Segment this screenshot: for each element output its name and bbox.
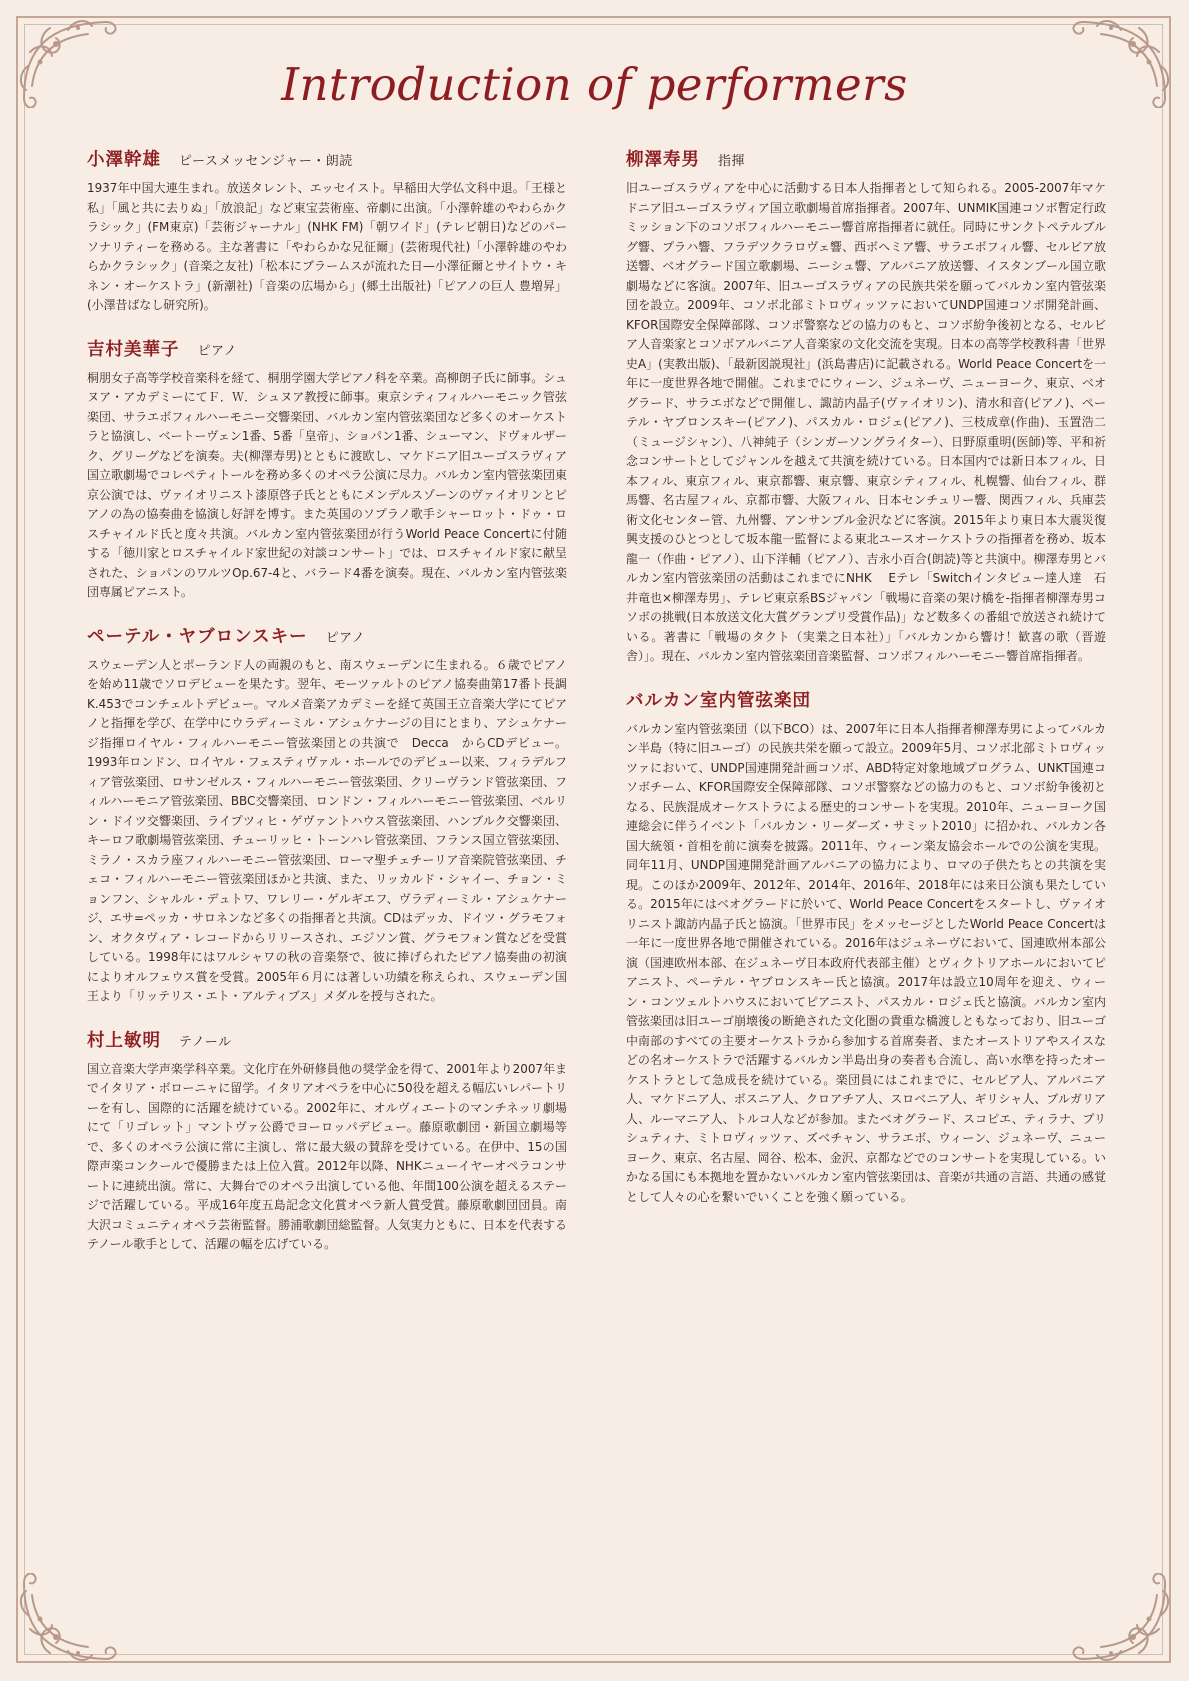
performer-heading (87, 623, 567, 648)
performer-role: テノール (179, 1034, 232, 1050)
orchestra-name: バルカン室内管弦楽団 (626, 690, 811, 711)
performer-heading (87, 336, 567, 361)
performer-section (626, 146, 1106, 667)
performer-section (87, 623, 567, 1007)
performer-role: ピアノ (325, 630, 366, 646)
performer-name: 吉村美華子 (87, 339, 180, 360)
performer-role: 指揮 (718, 154, 746, 169)
orchestra-section (626, 687, 1106, 1208)
performer-role: ピアノ (197, 343, 237, 359)
performer-bio: スウェーデン人とポーランド人の両親のもと、南スウェーデンに生まれる。６歳でピアノを始め11歳でソロデビューを果たす。翌年、モーツァルトのピアノ協奏曲第17番ト長調K.453でコンチェルトデビュー。マルメ音楽アカデミーを経て英国王立音楽大学にてピアノと指揮を学び、在学中にウラディーミル・アシュケナージの目にとまり、アシュケナージ指揮ロイヤル・フィルハーモニー管弦楽団との共演で Decca からCDデビュー。1993年ロンドン、ロイヤル・フェスティヴァル・ホールでのデビュー以来、フィラデルフィア管弦楽団、ロサンゼルス・フィルハーモニー管弦楽団、クリーヴランド管弦楽団、フィルハーモニア管弦楽団、BBC交響楽団、ロンドン・フィルハーモニー管弦楽団、ベルリン・ドイツ交響楽団、ライプツィヒ・ゲヴァントハウス管弦楽団、ハンブルク交響楽団、キーロフ歌劇場管弦楽団、チューリッヒ・トーンハレ管弦楽団、フランス国立管弦楽団、ミラノ・スカラ座フィルハーモニー管弦楽団、ローマ聖チェチーリア音楽院管弦楽団、チェコ・フィルハーモニー管弦楽団ほかと共演、また、リッカルド・シャイー、チョン・ミョンフン、シャルル・デュトワ、ワレリー・ゲルギエフ、ヴラディーミル・アシュケナージ、エサ=ペッカ・サロネンなど多くの指揮者と共演。CDはデッカ、ドイツ・グラモフォン、オクタヴィア・レコードからリリースされ、エジソン賞、グラモフォン賞などを受賞している。1998年にはワルシャワの秋の音楽祭で、彼に捧げられたピアノ協奏曲の初演によりオルフェウス賞を受賞。2005年６月には著しい功績を称えられ、スウェーデン国王より「リッテリス・エト・アルティブス」メダルを授与された。 (87, 657, 567, 1003)
performer-role: ピースメッセンジャー・朗読 (179, 154, 353, 169)
corner-ornament-icon (10, 1573, 130, 1673)
orchestra-heading (626, 687, 1106, 712)
performer-bio: 桐朋女子高等学校音楽科を経て、桐朋学園大学ピアノ科を卒業。高柳朗子氏に師事。シュヌア・アカデミーにてＦ．Ｗ．シュヌア教授に師事。東京シティフィルハーモニック管弦楽団、サラエボフィルハーモニー交響楽団、バルカン室内管弦楽団など多くのオーケストラと協演し、ベートーヴェン1番、5番「皇帝」、ショパン1番、シューマン、ドヴォルザーク、グリーグなどを演奏。夫(柳澤寿男)とともに渡欧し、マケドニア旧ユーゴスラヴィア国立歌劇場でコレペティトールを務め多くのオペラ公演に尽力。バルカン室内管弦楽団東京公演では、ヴァイオリニスト漆原啓子氏とともにメンデルスゾーンのヴァイオリンとピアノの為の協奏曲を協演し好評を博す。また英国のソプラノ歌手シャーロット・ドゥ・ロスチャイルド氏と度々共演。バルカン室内管弦楽団が行うWorld Peace Concertに付随する「徳川家とロスチャイルド家世紀の対談コンサート」では、ロスチャイルド家に献呈された、ショパンのワルツOp.67-4と、バラード4番を演奏。現在、バルカン室内管弦楽団専属ピアニスト。 (87, 370, 567, 599)
page-title: Introduction of performers (281, 58, 908, 111)
performer-heading (87, 1027, 567, 1052)
orchestra-bio: バルカン室内管弦楽団（以下BCO）は、2007年に日本人指揮者柳澤寿男によってバルカン半島（特に旧ユーゴ）の民族共栄を願って設立。2009年5月、コソボ北部ミトロヴィッツァにおいて、UNDP国連開発計画コソボ、ABD特定対象地域プログラム、UNKT国連コソボチーム、KFOR国際安全保障部隊、コソボ警察などの協力のもと、コソボ紛争後初となる、民族混成オーケストラによる歴史的コンサートを実現。2010年、ニューヨーク国連総会に伴うイベント「バルカン・リーダーズ・サミット2010」に招かれ、バルカン各国大統領・首相を前に演奏を披露。2011年、ウィーン楽友協会ホールでの公演を実現。同年11月、UNDP国連開発計画アルバニアの協力により、ロマの子供たちとの共演を実現。このほか2009年、2012年、2014年、2016年、2018年には来日公演も果たしている。2015年にはベオグラードに於いて、World Peace Concertをスタートし、ヴァイオリニスト諏訪内晶子氏と協演。「世界市民」をメッセージとしたWorld Peace Concertは一年に一度世界各地で開催されている。2016年はジュネーヴにおいて、国連欧州本部公演（国連欧州本部、在ジュネーヴ日本政府代表部主催）とヴィクトリアホールにおいてピアニスト、ペーテル・ヤブロンスキー氏と協演。2017年は設立10周年を迎え、ウィーン・コンツェルトハウスにおいてピアニスト、パスカル・ロジェ氏と協演。バルカン室内管弦楽団は旧ユーゴ崩壊後の断絶された文化圏の貴重な橋渡しともなっており、旧ユーゴ中南部のすべての主要オーケストラから参加する首席奏者、またオーストリアやスイスなどの名オーケストラで活躍するバルカン半島出身の奏者も合流し、高い水準を持ったオーケストラとして急成長を続けている。楽団員にはこれまでに、セルビア人、アルバニア人、マケドニア人、ボスニア人、クロアチア人、スロベニア人、ギリシャ人、ブルガリア人、ルーマニア人、トルコ人などが参加。またベオグラード、スコピエ、ティラナ、プリシュティナ、ミトロヴィッツァ、ズベチャン、サラエボ、ウィーン、ジュネーヴ、ニューヨーク、東京、名古屋、岡谷、松本、金沢、京都などでのコンサートを実現している。いかなる国にも本拠地を置かないバルカン室内管弦楽団は、音楽が共通の言語、共通の感覚として人々の心を繋いでいくことを強く願っている。 (626, 721, 1106, 1204)
corner-ornament-icon (1059, 1573, 1179, 1673)
performer-name: 柳澤寿男 (626, 150, 700, 170)
right-column (626, 146, 1106, 1227)
performer-heading (626, 146, 1106, 171)
performer-bio: 旧ユーゴスラヴィアを中心に活動する日本人指揮者として知られる。2005-2007年マケドニア旧ユーゴスラヴィア国立歌劇場首席指揮者。2007年、UNMIK国連コソボ暫定行政ミッション下のコソボフィルハーモニー響首席指揮者に就任。同時にサンクトペテルブルグ響、プラハ響、フラデツクラロヴェ響、西ボヘミア響、サラエボフィル響、セルビア放送響、ベオグラード国立歌劇場、ニーシュ響、アルバニア放送響、イスタンブール国立歌劇場などに客演。2007年、旧ユーゴスラヴィアの民族共栄を願ってバルカン室内管弦楽団を設立。2009年、コソボ北部ミトロヴィッツァにおいてUNDP国連コソボ開発計画、KFOR国際安全保障部隊、コソボ警察などの協力のもと、コソボ紛争後初となる、セルビア人音楽家とコソボアルバニア人音楽家の文化交流を実現。日本の高等学校教科書「世界史A」(実教出版)、「最新図説現社」(浜島書店)に記載される。World Peace Concertを一年に一度世界各地で開催。これまでにウィーン、ジュネーヴ、ニューヨーク、東京、ベオグラード、サラエボなどで開催し、諏訪内晶子(ヴァイオリン)、清水和音(ピアノ)、ペーテル・ヤブロンスキー(ピアノ)、パスカル・ロジェ(ピアノ)、三枝成章(作曲)、玉置浩二（ミュージシャン）、八神純子（シンガーソングライター）、日野原重明(医師)等、平和祈念コンサートとしてジャンルを越えて共演を続けている。日本国内では新日本フィル、日本フィル、東京フィル、東京都響、東京響、東京シティフィル、札幌響、仙台フィル、群馬響、名古屋フィル、京都市響、大阪フィル、日本センチュリー響、関西フィル、兵庫芸術文化センター管、九州響、アンサンブル金沢などに客演。2015年より東日本大震災復興支援のひとつとして坂本龍一監督による東北ユースオーケストラの指揮者を務め、坂本龍一（作曲・ピアノ）、山下洋輔（ピアノ）、吉永小百合(朗読)等と共演中。柳澤寿男とバルカン室内管弦楽団の活動はこれまでにNHK Eテレ「Switchインタビュー達人達 石井竜也×柳澤寿男」、テレビ東京系BSジャパン「戦場に音楽の架け橋を-指揮者柳澤寿男コソボの挑戦(日本放送文化大賞グランプリ受賞作品)」など数多くの番組で放送され続けている。著書に「戦場のタクト（実業之日本社）」「バルカンから響け！歓喜の歌（晋遊舎）」。現在、バルカン室内管弦楽団音楽監督、コソボフィルハーモニー響首席指揮者。 (626, 181, 1106, 663)
performer-section (87, 336, 567, 603)
left-column (87, 146, 567, 1275)
performer-name: 村上敏明 (87, 1030, 161, 1051)
performer-section (87, 146, 567, 316)
performer-bio: 1937年中国大連生まれ。放送タレント、エッセイスト。早稲田大学仏文科中退。「王様と私」「風と共に去りぬ」「放浪記」など東宝芸術座、帝劇に出演。「小澤幹雄のやわらかクラシック」(FM東京)「芸術ジャーナル」(NHK FM)「朝ワイド」(テレビ朝日)などのパーソナリティーを務める。主な著書に「やわらかな兄征爾」(芸術現代社)「小澤幹雄のやわらかクラシック」(音楽之友社)「松本にブラームスが流れた日—小澤征爾とサイトウ・キネン・オーケストラ」(新潮社)「音楽の広場から」(郷土出版社)「ピアノの巨人 豊増昇」(小澤昔ばなし研究所)。 (87, 181, 567, 312)
performer-section (87, 1027, 567, 1255)
performer-name: 小澤幹雄 (87, 150, 161, 170)
performer-bio: 国立音楽大学声楽学科卒業。文化庁在外研修員他の奨学金を得て、2001年より2007年までイタリア・ボローニャに留学。イタリアオペラを中心に50役を超える幅広いレパートリーを有し、国際的に活躍を続けている。2002年に、オルヴィエートのマンチネッリ劇場にて「リゴレット」マントヴァ公爵でヨーロッパデビュー。藤原歌劇団・新国立劇場等で、多くのオペラ公演に常に主演し、常に最大級の賛辞を受けている。在伊中、15の国際声楽コンクールで優勝または上位入賞。2012年以降、NHKニューイヤーオペラコンサートに連続出演。常に、大舞台でのオペラ出演している他、年間100公演を超えるステージで活躍している。平成16年度五島記念文化賞オペラ新人賞受賞。藤原歌劇団団員。南大沢コミュニティオペラ芸術監督。勝浦歌劇団総監督。人気実力ともに、日本を代表するテノール歌手として、活躍の幅を広げている。 (87, 1061, 567, 1251)
performer-name: ペーテル・ヤブロンスキー (87, 626, 308, 647)
performer-heading (87, 146, 567, 171)
